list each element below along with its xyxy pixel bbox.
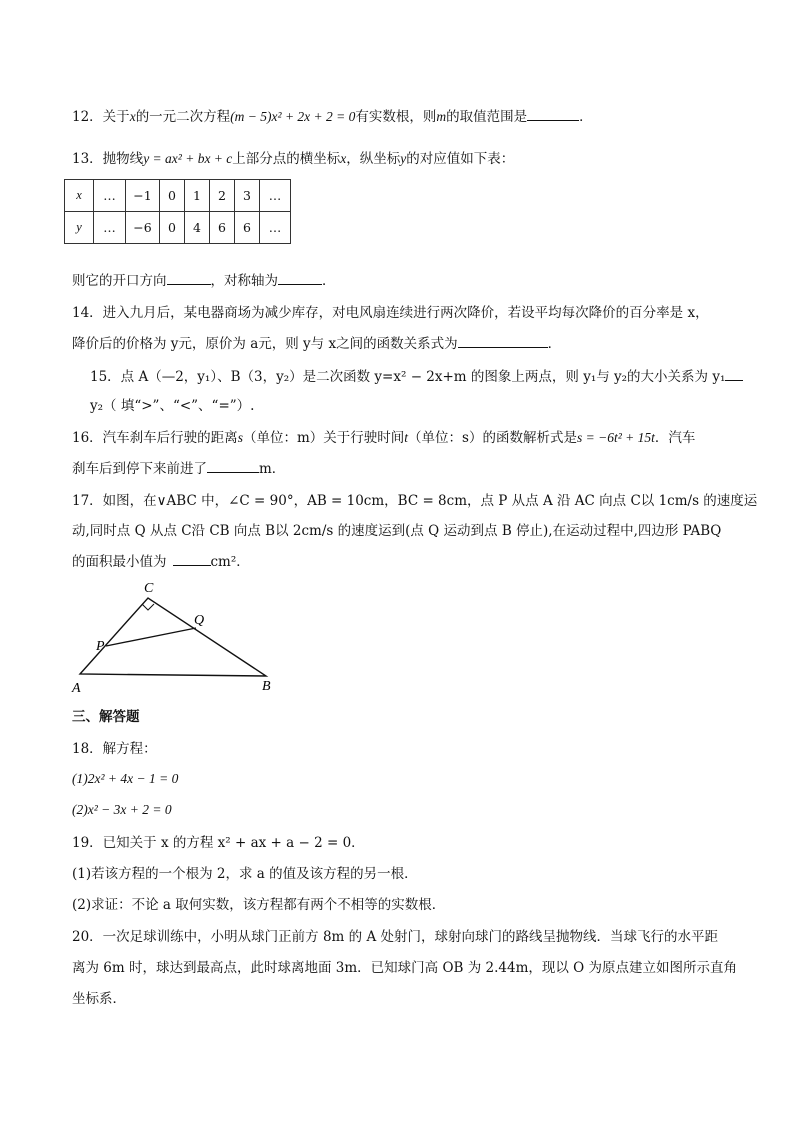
q16-text: ．汽车 bbox=[654, 430, 696, 446]
q15-text: 15．点 A（—2，y₁）、B（3，y₂）是二次函数 y=x² − 2x+m 的图象上两点，则 y₁与 y₂的大小关系为 y₁ bbox=[90, 369, 726, 385]
q12-end: ． bbox=[579, 109, 593, 125]
question-18-part1: (1)2x² + 4x − 1 = 0 bbox=[72, 771, 179, 786]
q16-text: 16．汽车刹车后行驶的距离 bbox=[72, 430, 238, 446]
question-18-title: 18．解方程： bbox=[72, 741, 157, 757]
table-row bbox=[65, 212, 291, 244]
answer-blank bbox=[527, 106, 579, 121]
table-cell: 0 bbox=[160, 212, 185, 244]
q13-text: 的对应值如下表： bbox=[406, 151, 515, 167]
q12-text: 有实数根，则 bbox=[355, 109, 437, 125]
question-15-line2: y₂（ 填“>”、“<”、“=”）. bbox=[90, 398, 255, 414]
q14-text: 降价后的价格为 y元，原价为 a元，则 y与 x之间的函数关系式为 bbox=[72, 336, 458, 352]
question-14-line2 bbox=[72, 333, 561, 354]
answer-blank bbox=[278, 270, 322, 285]
triangle-figure bbox=[68, 576, 298, 696]
answer-blank bbox=[173, 551, 211, 566]
table-cell: 0 bbox=[160, 180, 185, 212]
table-cell: … bbox=[94, 180, 126, 212]
table-cell: 4 bbox=[185, 212, 210, 244]
label-c: C bbox=[144, 581, 154, 596]
table-row bbox=[65, 180, 291, 212]
q12-text: 的一元二次方程 bbox=[135, 109, 231, 125]
section-title: 三、解答题 bbox=[72, 709, 140, 725]
q13-end: ． bbox=[322, 273, 336, 289]
q13-text: 13．抛物线 bbox=[72, 151, 144, 167]
label-b: B bbox=[262, 679, 271, 694]
q16-text: 刹车后到停下来前进了 bbox=[72, 461, 207, 477]
table-cell: 3 bbox=[235, 180, 260, 212]
table-cell: … bbox=[260, 180, 291, 212]
question-19-part1: (1)若该方程的一个根为 2，求 a 的值及该方程的另一根． bbox=[72, 866, 418, 882]
q13-text: 上部分点的横坐标 bbox=[232, 151, 341, 167]
label-q: Q bbox=[194, 613, 205, 628]
question-13 bbox=[72, 149, 514, 169]
q13-text: 则它的开口方向 bbox=[72, 273, 167, 289]
q13-text: ，对称轴为 bbox=[210, 273, 278, 289]
answer-blank bbox=[458, 333, 548, 348]
answer-blank bbox=[207, 458, 259, 473]
table-cell: −6 bbox=[126, 212, 160, 244]
question-17-line2: 动,同时点 Q 从点 C沿 CB 向点 B以 2cm/s 的速度运到(点 Q 运动到点 B 停止),在运动过程中,四边形 PABQ bbox=[72, 523, 722, 539]
q12-text: 的取值范围是 bbox=[446, 109, 528, 125]
q13-text: ，纵坐标 bbox=[346, 151, 401, 167]
q16-unit: m． bbox=[259, 461, 286, 477]
q16-text: （单位：m）关于行驶时间 bbox=[242, 430, 405, 446]
value-table bbox=[64, 179, 291, 244]
answer-blank bbox=[725, 366, 743, 381]
table-cell: 2 bbox=[210, 180, 235, 212]
question-19-title: 19．已知关于 x 的方程 x² + ax + a − 2 = 0． bbox=[72, 835, 365, 851]
q16-equation: s = −6t² + 15t bbox=[576, 430, 655, 445]
question-15-line1 bbox=[90, 366, 743, 387]
question-19-part2: (2)求证：不论 a 取何实数，该方程都有两个不相等的实数根． bbox=[72, 897, 446, 913]
question-16-line2 bbox=[72, 458, 285, 479]
question-12 bbox=[72, 106, 593, 127]
label-a: A bbox=[72, 681, 81, 696]
q16-text: （单位：s）的函数解析式是 bbox=[408, 430, 577, 446]
table-cell: … bbox=[94, 212, 126, 244]
answer-blank bbox=[167, 270, 211, 285]
question-20-line1: 20．一次足球训练中，小明从球门正前方 8m 的 A 处射门，球射向球门的路线呈抛物线．当球飞行的水平距 bbox=[72, 929, 718, 945]
q17-text: 的面积最小值为 bbox=[72, 554, 167, 570]
table-cell: … bbox=[260, 212, 291, 244]
var-x: x bbox=[340, 151, 347, 166]
question-20-line2: 离为 6m 时，球达到最高点，此时球离地面 3m．已知球门高 OB 为 2.44m，现以 O 为原点建立如图所示直角 bbox=[72, 960, 738, 976]
table-cell: −1 bbox=[126, 180, 160, 212]
table-cell: y bbox=[65, 212, 94, 244]
question-13-tail bbox=[72, 270, 336, 291]
var-y: y bbox=[400, 151, 407, 166]
question-20-line3: 坐标系． bbox=[72, 991, 126, 1007]
q12-equation: (m − 5)x² + 2x + 2 = 0 bbox=[230, 109, 356, 124]
var-x: x bbox=[129, 109, 136, 124]
table-cell: 6 bbox=[235, 212, 260, 244]
label-p: P bbox=[96, 639, 105, 654]
var-t: t bbox=[404, 430, 409, 445]
q17-unit: cm²． bbox=[210, 554, 250, 570]
table-cell: x bbox=[65, 180, 94, 212]
var-s: s bbox=[237, 430, 243, 445]
question-17-line1: 17．如图，在∨ABC 中，∠C = 90°，AB = 10cm，BC = 8cm，点 P 从点 A 沿 AC 向点 C以 1cm/s 的速度运 bbox=[72, 493, 758, 509]
q13-equation: y = ax² + bx + c bbox=[143, 151, 233, 166]
table-cell: 1 bbox=[185, 180, 210, 212]
question-17-line3 bbox=[72, 551, 250, 572]
right-angle-mark bbox=[142, 604, 154, 610]
question-18-part2: (2)x² − 3x + 2 = 0 bbox=[72, 802, 172, 817]
question-14-line1: 14．进入九月后，某电器商场为减少库存，对电风扇连续进行两次降价，若设平均每次降价的百分率是 x， bbox=[72, 305, 709, 321]
q12-text: 12．关于 bbox=[72, 109, 130, 125]
table-cell: 6 bbox=[210, 212, 235, 244]
triangle-abc bbox=[80, 598, 266, 676]
q14-end: ． bbox=[547, 336, 562, 352]
var-m: m bbox=[436, 109, 447, 124]
question-16-line1 bbox=[72, 428, 695, 448]
